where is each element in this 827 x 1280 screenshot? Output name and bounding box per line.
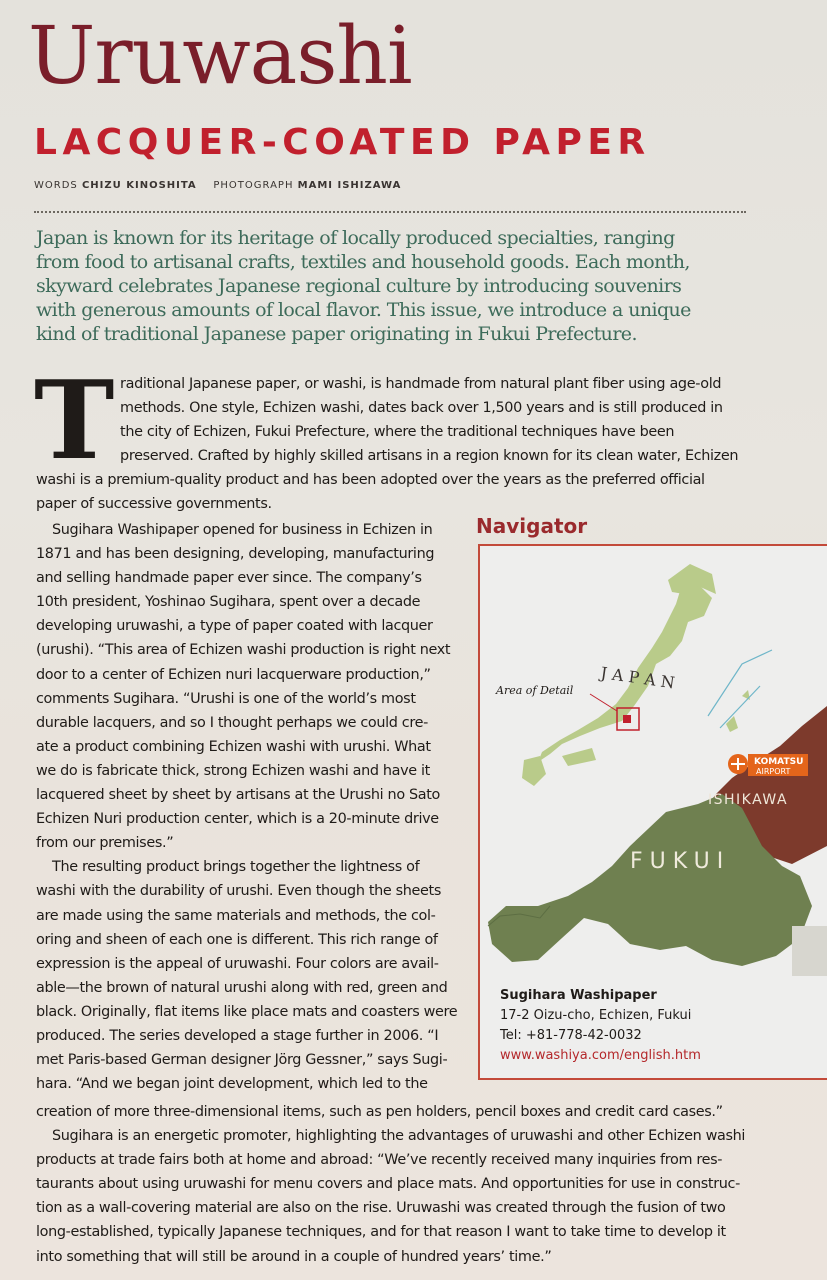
body-line: creation of more three-dimensional items, such as pen holders, pencil boxes and credit card cases.” (36, 1104, 723, 1120)
area-of-detail-label: Area of Detail (496, 684, 574, 697)
body-line: Echizen Nuri production center, which is a 20-minute drive (36, 811, 439, 828)
body-line: into something that will still be around in a couple of hundred years’ time.” (36, 1248, 552, 1265)
body-line: (urushi). “This area of Echizen washi production is right next (36, 642, 451, 659)
navigator-box (478, 544, 827, 1080)
body-line: lacquered sheet by sheet by artisans at the Urushi no Sato (36, 787, 441, 804)
body-line: from our premises.” (36, 835, 174, 852)
airport-label-1: KOMATSU (754, 757, 804, 767)
company-phone: Tel: +81-778-42-0032 (500, 1028, 642, 1043)
body-line: taurants about using uruwashi for menu covers and place mats. And opportunities for use in construc- (36, 1176, 740, 1193)
japan-label: J A P A N (599, 663, 677, 693)
company-website-link[interactable]: www.washiya.com/english.htm (500, 1048, 701, 1063)
body-line: comments Sugihara. “Urushi is one of the world’s most (36, 690, 416, 707)
article-title: Uruwashi (28, 9, 412, 102)
airport-label-2: AIRPORT (756, 767, 791, 776)
body-line: met Paris-based German designer Jörg Gessner,” says Sugi- (36, 1052, 448, 1069)
intro-line: kind of traditional Japanese paper originating in Fukui Prefecture. (36, 323, 637, 345)
body-line: developing uruwashi, a type of paper coated with lacquer (36, 618, 433, 635)
intro-line: skyward celebrates Japanese regional culture by introducing souvenirs (36, 275, 682, 297)
body-line: 1871 and has been designing, developing, manufacturing (36, 546, 435, 563)
body-line: Sugihara is an energetic promoter, highlighting the advantages of uruwashi and other Echizen washi (52, 1128, 746, 1145)
drop-cap: T (34, 358, 115, 484)
body-line: expression is the appeal of uruwashi. Four colors are avail- (36, 955, 439, 972)
byline (34, 180, 401, 191)
company-address: 17-2 Oizu-cho, Echizen, Fukui (500, 1008, 692, 1023)
body-line: oring and sheen of each one is different. This rich range of (36, 931, 438, 948)
body-line: black. Originally, flat items like place mats and coasters were (36, 1003, 458, 1020)
body-line: Sugihara Washipaper opened for business in Echizen in (52, 522, 433, 538)
body-line: tion as a wall-covering material are also on the rise. Uruwashi was created through the fusion of two (36, 1200, 726, 1217)
body-line: long-established, typically Japanese techniques, and for that reason I want to take time to develop it (36, 1224, 726, 1241)
photo-label: PHOTOGRAPH (213, 180, 294, 191)
region-map (480, 546, 827, 976)
article-subtitle: LACQUER-COATED PAPER (34, 122, 651, 163)
body-line: products at trade fairs both at home and abroad: “We’ve recently received many inquiries from res- (36, 1152, 723, 1169)
words-label: WORDS (34, 180, 78, 191)
company-info (500, 986, 701, 1066)
dotted-divider (34, 211, 746, 213)
words-author: CHIZU KINOSHITA (81, 180, 197, 191)
body-line: washi with the durability of urushi. Even though the sheets (36, 883, 441, 900)
photo-author: MAMI ISHIZAWA (297, 180, 402, 191)
fukui-label: FUKUI (630, 849, 731, 874)
body-line: able—the brown of natural urushi along with red, green and (36, 979, 448, 996)
body-line: door to a center of Echizen nuri lacquerware production,” (36, 666, 431, 683)
intro-line: Japan is known for its heritage of locally produced specialties, ranging (36, 227, 675, 249)
intro-line: with generous amounts of local flavor. This issue, we introduce a unique (36, 299, 691, 321)
body-line: The resulting product brings together the lightness of (52, 859, 420, 876)
intro-line: from food to artisanal crafts, textiles and household goods. Each month, (36, 251, 690, 273)
body-line: produced. The series developed a stage further in 2006. “I (36, 1027, 439, 1044)
body-line: ate a product combining Echizen washi with urushi. What (36, 738, 431, 755)
body-line: durable lacquers, and so I thought perhaps we could cre- (36, 714, 428, 731)
body-full-width (36, 1100, 744, 1269)
body-line: 10th president, Yoshinao Sugihara, spent over a decade (36, 594, 421, 611)
company-name: Sugihara Washipaper (500, 988, 657, 1003)
navigator-heading: Navigator (476, 514, 588, 538)
body-line: and selling handmade paper ever since. The company’s (36, 570, 422, 587)
body-line: hara. “And we began joint development, which led to the (36, 1076, 428, 1093)
body-line: are made using the same materials and methods, the col- (36, 907, 436, 924)
first-paragraph (34, 358, 742, 516)
intro-paragraph (36, 226, 736, 346)
body-line: we do is fabricate thick, strong Echizen washi and have it (36, 762, 430, 779)
body-column (36, 518, 458, 1096)
ishikawa-label: ISHIKAWA (708, 792, 789, 808)
first-paragraph-text: raditional Japanese paper, or washi, is handmade from natural plant fiber using age-old methods. One style, Echizen washi, dates back over 1,500 years and is still produced in the city of Echizen, Fukui Prefecture, where the traditional techniques have been preserved. Crafted by highly skilled artisans in a region known for its clean water, Echizen washi is a premium-quality product and has been adopted over the years as the preferred official paper of successive governments. (36, 376, 739, 512)
